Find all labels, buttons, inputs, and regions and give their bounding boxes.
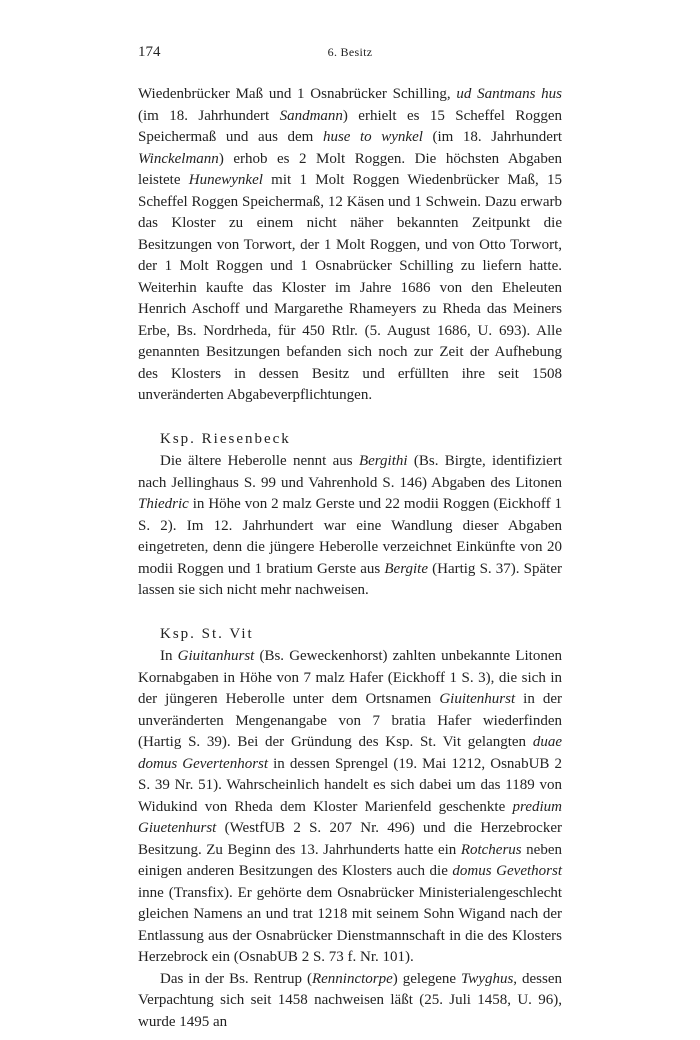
text-run: (Hartig S. 37). Später lassen sie sich nicht mehr nachweisen. (138, 560, 562, 598)
page-header (0, 44, 700, 66)
running-head: 6. Besitz (327, 45, 373, 59)
text-run: (im 18. Jahrhundert (422, 129, 563, 145)
text-run: ) erhielt es 15 Scheffel Roggen Speichermaß und aus dem (138, 107, 563, 145)
italic-term: huse to wynkel (322, 129, 423, 145)
text-run: in Höhe von 2 malz Gerste und 22 modii Roggen (Eickhoff 1 S. 2). Im 12. Jahrhundert war eine Wandlung dieser Abgaben eingetreten, denn die jüngere Heberolle verzeichnet Einkünfte von 20 modii Roggen und 1 bratium Gerste aus (138, 496, 562, 577)
text-run: Wiedenbrücker Maß und 1 Osnabrücker Schilling, (138, 86, 457, 102)
text-run: Das in der Bs. Rentrup ( (160, 970, 312, 987)
italic-term: Hunewynkel (188, 172, 263, 188)
paragraph-continuation (138, 84, 562, 407)
italic-term: ud Santmans hus (456, 86, 562, 102)
section-heading-riesenbeck: Ksp. Riesenbeck (160, 430, 291, 447)
text-run: , dessen Verpachtung sich seit 1458 nachweisen läßt (25. Juli 1458, U. 96), wurde 1495 an (138, 970, 563, 1030)
italic-term: Giuitenhurst (439, 691, 516, 707)
italic-term: Rotcherus (460, 841, 522, 858)
italic-term: Renninctorpe (311, 970, 393, 987)
text-run: ) gelegene (392, 970, 462, 987)
italic-term: Sandmann (279, 107, 343, 124)
page-number: 174 (138, 44, 161, 60)
paragraph-st-vit-1 (138, 646, 562, 969)
text-run: Die ältere Heberolle nennt aus (160, 453, 359, 469)
italic-term: Bergithi (358, 453, 408, 469)
section-heading-st-vit: Ksp. St. Vit (160, 625, 254, 642)
text-run: (im 18. Jahrhundert (138, 107, 280, 124)
italic-term: Giuitanhurst (177, 648, 255, 664)
text-run: (WestfUB 2 S. 207 Nr. 496) und die Herzebrocker Besitzung. Zu Beginn des 13. Jahrhunderts hatte ein (138, 820, 562, 858)
text-run: In (160, 648, 178, 664)
italic-term: Thiedric (138, 496, 189, 512)
italic-term: Twyghus (461, 970, 514, 987)
text-run: (Bs. Birgte, identifiziert nach Jellinghaus S. 99 und Vahrenhold S. 146) Abgaben des Litonen (138, 453, 563, 491)
text-run: (Bs. Geweckenhorst) zahlten unbekannte Litonen Kornabgaben in Höhe von 7 malz Hafer (Eickhoff 1 S. 3), die sich in der jüngeren Heberolle unter dem Ortsnamen (138, 648, 563, 707)
text-run: mit 1 Molt Roggen Wiedenbrücker Maß, 15 Scheffel Roggen Speichermaß, 12 Käsen und 1 Schwein. Dazu erwarb das Kloster zu einem nicht näher bekannten Zeitpunkt die Besitzungen von Torwort, der 1 Molt Roggen, und von Otto Torwort, der 1 Molt Roggen und 1 Osnabrücker Schilling zu liefern hatte. Weiterhin kaufte das Kloster im Jahre 1686 von den Eheleuten Henrich Aschoff und Margarethe Rhameyers zu Rheda das Meiners Erbe, Bs. Nordrheda, für 450 Rtlr. (5. August 1686, U. 693). Alle genannten Besitzungen befanden sich noch zur Zeit der Aufhebung des Klosters in dessen Besitz und erfüllten ihre seit 1508 unveränderten Abgabeverpflichtungen. (138, 172, 562, 403)
text-run: ) erhob es 2 Molt Roggen. Die höchsten Abgaben leistete (138, 150, 562, 188)
text-run: neben einigen anderen Besitzungen des Klosters auch die (138, 841, 562, 879)
italic-term: predium Giuetenhurst (138, 798, 562, 836)
italic-term: Bergite (384, 560, 428, 577)
paragraph-riesenbeck (138, 451, 562, 602)
italic-term: duae domus Gevertenhorst (138, 734, 562, 772)
text-run: in der unveränderten Mengenangabe von 7 bratia Hafer wiederfinden (Hartig S. 39). Bei der Gründung des Ksp. St. Vit gelangten (138, 691, 562, 750)
paragraph-st-vit-2 (138, 969, 562, 1034)
italic-term: domus Gevethorst (452, 863, 562, 879)
page-body (138, 84, 562, 1033)
text-run: in dessen Sprengel (19. Mai 1212, OsnabUB 2 S. 39 Nr. 51). Wahrscheinlich handelt es sich dabei um das 1189 von Widukind von Rheda dem Kloster Marienfeld geschenkte (138, 755, 562, 815)
text-run: inne (Transfix). Er gehörte dem Osnabrücker Ministerialengeschlecht gleichen Namens an und trat 1218 mit seinem Sohn Wigand nach der Entlassung aus der Osnabrücker Dienstmannschaft in die des Klosters Herzebrock ein (OsnabUB 2 S. 73 f. Nr. 101). (138, 884, 562, 965)
italic-term: Winckelmann (138, 150, 219, 167)
